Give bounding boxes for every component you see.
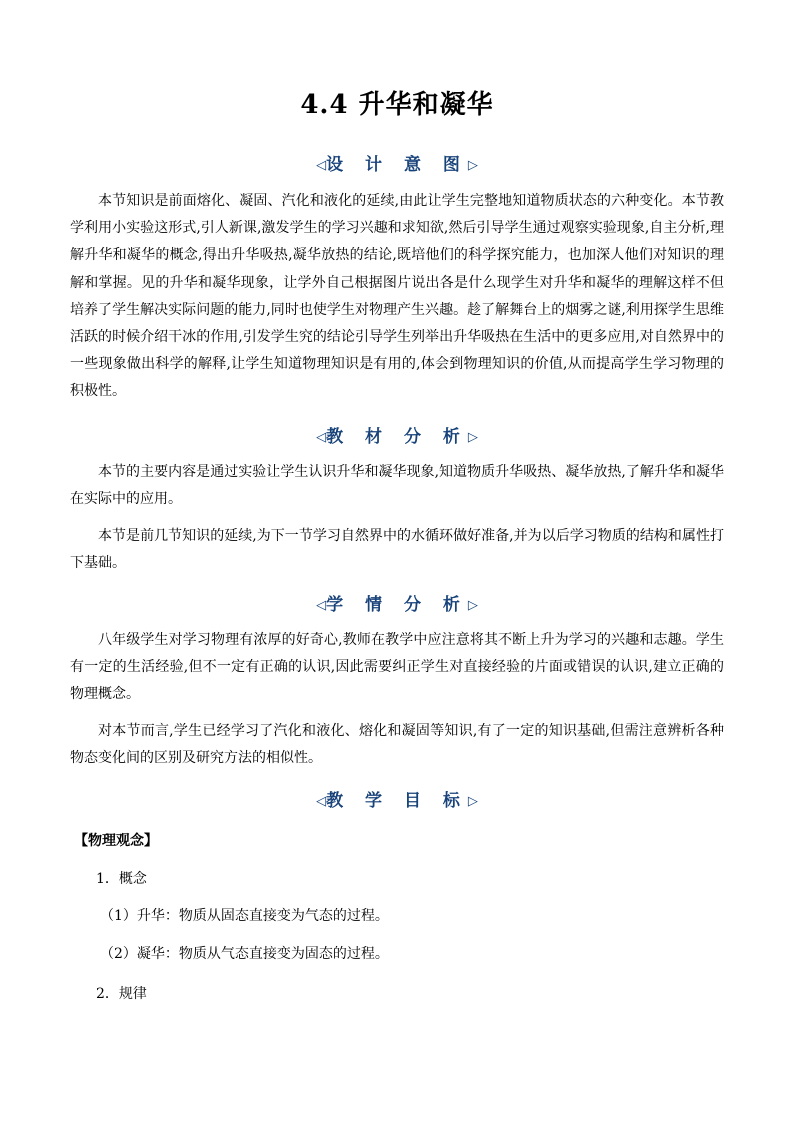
section-heading-text: 设 计 意 图	[326, 155, 468, 175]
paragraph-students-2: 对本节而言,学生已经学习了汽化和液化、熔化和凝固等知识,有了一定的知识基础,但需注意辨析各种物态变化间的区别及研究方法的相似性。	[70, 723, 724, 767]
paragraph-students-1: 八年级学生对学习物理有浓厚的好奇心,教师在教学中应注意将其不断上升为学习的兴趣和志趣。学生有一定的生活经验,但不一定有正确的认识,因此需要纠正学生对直接经验的片面或错误的认识,建立正确的物理概念。	[70, 632, 724, 703]
list-subitem: （1）升华：物质从固态直接变为气态的过程。	[100, 908, 389, 924]
section-heading-material	[0, 422, 794, 447]
triangle-right-icon: ▷	[467, 158, 478, 173]
triangle-left-icon: ◁	[316, 430, 327, 445]
list-item: 1．概念	[96, 871, 147, 887]
section-heading-text: 教 材 分 析	[326, 427, 468, 447]
subsection-label: 【物理观念】	[74, 833, 158, 849]
paragraph-design: 本节知识是前面熔化、凝固、汽化和液化的延续,由此让学生完整地知道物质状态的六种变化。本节教学利用小实验这形式,引人新课,激发学生的学习兴趣和求知欲,然后引导学生通过观察实验现象,自主分析,理解升华和凝华的概念,得出升华吸热,凝华放热的结论,既培他们的科学探究能力，也加深人他们对知识的理解和掌握。见的升华和凝华现象，让学外自己根据图片说出各是什么现学生对升华和凝华的理解这样不但培养了学生解决实际问题的能力,同时也使学生对物理产生兴趣。趁了解舞台上的烟雾之谜,利用探学生思维活跃的时候介绍干冰的作用,引发学生究的结论引导学生列举出升华吸热在生活中的更多应用,对自然界中的一些现象做出科学的解释,让学生知道物理知识是有用的,体会到物理知识的价值,从而提高学生学习物理的积极性。	[70, 193, 724, 400]
triangle-right-icon: ▷	[467, 794, 478, 809]
triangle-right-icon: ▷	[467, 430, 478, 445]
section-heading-design	[0, 150, 794, 175]
page-title: 4.4 升华和凝华	[300, 90, 494, 120]
list-subitem: （2）凝华：物质从气态直接变为固态的过程。	[100, 946, 389, 962]
paragraph-material-2: 本节是前几节知识的延续,为下一节学习自然界中的水循环做好准备,并为以后学习物质的结构和属性打下基础。	[70, 528, 724, 572]
section-heading-goals	[0, 786, 794, 811]
triangle-right-icon: ▷	[467, 598, 478, 613]
triangle-left-icon: ◁	[316, 598, 327, 613]
list-item: 2．规律	[96, 986, 147, 1002]
paragraph-material-1: 本节的主要内容是通过实验让学生认识升华和凝华现象,知道物质升华吸热、凝华放热,了解升华和凝华在实际中的应用。	[70, 464, 724, 508]
triangle-left-icon: ◁	[316, 794, 327, 809]
triangle-left-icon: ◁	[316, 158, 327, 173]
section-heading-text: 学 情 分 析	[326, 595, 468, 615]
section-heading-students	[0, 590, 794, 615]
section-heading-text: 教 学 目 标	[326, 791, 468, 811]
